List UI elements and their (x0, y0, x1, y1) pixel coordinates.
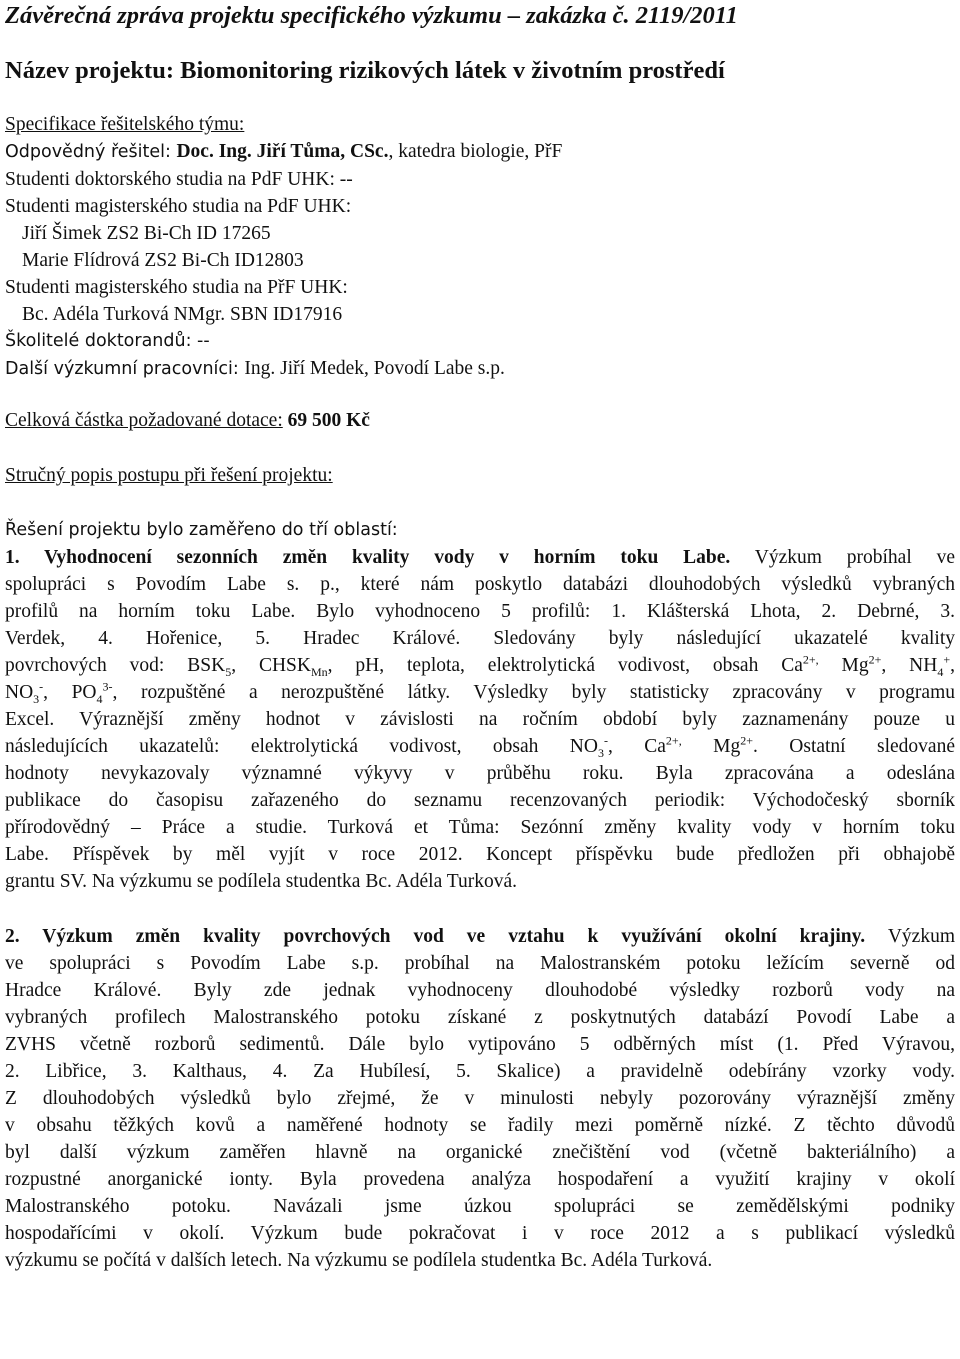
section-2-line-11: Malostranského potoku. Navázali jsme úzkou spolupráci se zemědělskými podniky (5, 1196, 955, 1217)
lead-name: Doc. Ing. Jiří Tůma, CSc. (176, 141, 389, 162)
student-flidrova: Marie Flídrová ZS2 Bi-Ch ID12803 (22, 250, 304, 271)
student-simek: Jiří Šimek ZS2 Bi-Ch ID 17265 (22, 223, 271, 244)
section-1-line-7: Excel. Výraznější změny hodnot v závislosti na ročním období byly zaznamenány pouze u (5, 709, 955, 730)
section-2-title: 2. Výzkum změn kvality povrchových vod ve vztahu k využívání okolní krajiny. (5, 926, 866, 947)
section-1-line-12: Labe. Příspěvek by měl vyjít v roce 2012. Koncept příspěvku bude předložen při obhajobě (5, 844, 955, 865)
summary-intro: Řešení projektu bylo zaměřeno do tří oblastí: (5, 520, 398, 540)
section-2-line-8: v obsahu těžkých kovů a naměřené hodnoty se řadily mezi poměrně nízké. Z těchto důvodů (5, 1115, 955, 1136)
report-title: Závěrečná zpráva projektu specifického výzkumu – zakázka č. 2119/2011 (5, 2, 738, 29)
team-heading: Specifikace řešitelského týmu: (5, 114, 245, 135)
report-page (5, 0, 955, 1274)
section-1-line-1: 1. Vyhodnocení sezonních změn kvality vody v horním toku Labe. Výzkum probíhal ve (5, 547, 955, 568)
student-turkova: Bc. Adéla Turková NMgr. SBN ID17916 (22, 304, 343, 325)
section-2-line-7: Z dlouhodobých výsledků bylo zřejmé, že v minulosti nebyly pozorovány výraznější změny (5, 1088, 955, 1109)
section-2-line-10: rozpustné anorganické ionty. Byla provedena analýza hospodaření a využití krajiny v okolí (5, 1169, 955, 1190)
others-value: Ing. Jiří Medek, Povodí Labe s.p. (244, 358, 505, 379)
funding-line (5, 407, 955, 434)
master-students-prf: Studenti magisterského studia na PřF UHK: (5, 277, 348, 298)
doctoral-students-pdf: Studenti doktorského studia na PdF UHK: -- (5, 169, 353, 190)
section-1-line-9: hodnoty nevykazovaly významné výkyvy v průběhu roku. Byla zpracována a odeslána (5, 763, 955, 784)
section-1-title: 1. Vyhodnocení sezonních změn kvality vody v horním toku Labe. (5, 547, 731, 568)
supervisors: Školitelé doktorandů: -- (5, 331, 210, 351)
section-2-line-4: vybraných profilech Malostranského potoku získané z poskytnutých databází Povodí Labe a (5, 1007, 955, 1028)
section-2 (5, 923, 955, 1274)
summary-heading: Stručný popis postupu při řešení projektu: (5, 465, 333, 486)
lead-dept: , katedra biologie, PřF (388, 141, 563, 162)
section-2-line-2: ve spolupráci s Povodím Labe s.p. probíhal na Malostranském potoku ležícím severně od (5, 953, 955, 974)
funding-label: Celková částka požadované dotace: (5, 410, 283, 431)
section-2-line-12: hospodařícími v okolí. Výzkum bude pokračovat i v roce 2012 a s publikací výsledků (5, 1223, 955, 1244)
lead-label: Odpovědný řešitel: (5, 142, 177, 162)
master-students-pdf: Studenti magisterského studia na PdF UHK: (5, 196, 352, 217)
others-label: Další výzkumní pracovníci: (5, 359, 245, 379)
section-2-line-1: 2. Výzkum změn kvality povrchových vod ve vztahu k využívání okolní krajiny. Výzkum (5, 926, 955, 947)
section-1-line-4: Verdek, 4. Hořenice, 5. Hradec Králové. Sledovány byly následující ukazatelé kvality (5, 628, 955, 649)
section-1-line-10: publikace do časopisu zařazeného do seznamu recenzovaných periodik: Východočeský sborník (5, 790, 955, 811)
section-1 (5, 544, 955, 895)
section-1-line-13: grantu SV. Na výzkumu se podílela studentka Bc. Adéla Turková. (5, 871, 517, 892)
section-1-line-3: profilů na horním toku Labe. Bylo vyhodnoceno 5 profilů: 1. Klášterská Lhota, 2. Debrné, 3. (5, 601, 955, 622)
section-1-line-6: $NO_3^-$, $PO_4^{3-}$, rozpuštěné a nerozpuštěné látky. Výsledky byly statisticky zpracovány v programu (5, 679, 955, 706)
section-2-line-6: 2. Libřice, 3. Kalthaus, 4. Za Hubílesí, 5. Skalice) a pravidelně odebírány vzorky vody. (5, 1061, 955, 1082)
lead-investigator (5, 138, 955, 166)
funding-amount: 69 500 Kč (282, 410, 370, 431)
section-1-line-11: přírodovědný – Práce a studie. Turková et Tůma: Sezónní změny kvality vody v horním toku (5, 817, 955, 838)
other-researchers (5, 355, 955, 383)
section-2-line-5: ZVHS včetně rozborů sedimentů. Dále bylo vytipováno 5 odběrných míst (1. Před Výravou, (5, 1034, 955, 1055)
section-1-line-8: následujících ukazatelů: elektrolytická vodivost, obsah $NO_3^-$, $Ca^{2+,}$ $Mg^{2+}$. Ostatní sledované (5, 733, 955, 760)
section-2-line-9: byl další výzkum zaměřen hlavně na organické znečištění vod (včetně bakteriálního) a (5, 1142, 955, 1163)
section-1-line-5: povrchových vod: $BSK_5$, $CHSK_{Mn}$, pH, teplota, elektrolytická vodivost, obsah $Ca^{2+,}$ $Mg^{2+}$, $NH_4^+$, (5, 652, 956, 679)
section-1-line-2: spolupráci s Povodím Labe s. p., které nám poskytlo databázi dlouhodobých výsledků vybraných (5, 574, 955, 595)
section-2-line-3: Hradce Králové. Byly zde jednak vyhodnoceny dlouhodobé výsledky rozborů vody na (5, 980, 955, 1001)
section-2-line-13: výzkumu se počítá v dalších letech. Na výzkumu se podílela studentka Bc. Adéla Turková. (5, 1250, 713, 1271)
project-name: Název projektu: Biomonitoring rizikových látek v životním prostředí (5, 57, 725, 84)
